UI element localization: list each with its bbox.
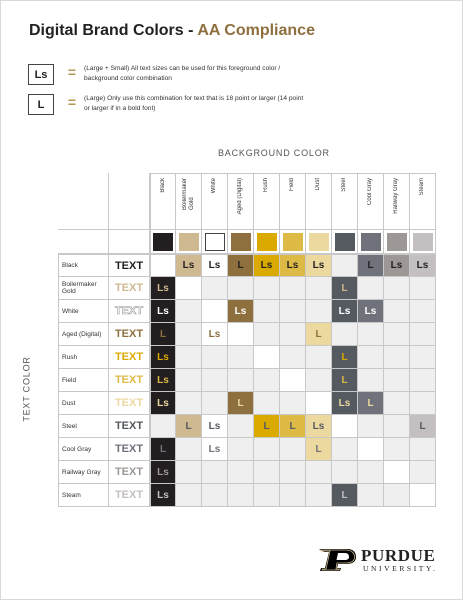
compliance-mark: L (332, 484, 358, 507)
color-swatch-cell (150, 230, 176, 254)
compliance-mark: Ls (332, 300, 358, 323)
text-sample: TEXT (109, 369, 150, 392)
row-label: Aged (Digital) (58, 323, 109, 346)
matrix-cell (358, 346, 384, 369)
row-label: Boilermaker Gold (58, 277, 109, 300)
compliance-mark: Ls (228, 300, 254, 323)
compliance-mark: Ls (176, 254, 202, 277)
compliance-mark: L (358, 392, 384, 415)
matrix-cell (228, 369, 254, 392)
text-sample: TEXT (109, 254, 150, 277)
column-label: Aged (Digital) (237, 178, 243, 215)
matrix-cell (176, 300, 202, 323)
matrix-cell (228, 277, 254, 300)
matrix-cell (306, 277, 332, 300)
matrix-cell (384, 461, 410, 484)
compliance-mark: L (280, 415, 306, 438)
color-swatch (361, 233, 381, 251)
color-swatch-cell (176, 230, 202, 254)
compliance-mark: Ls (410, 254, 436, 277)
column-label: Boilermaker Gold (181, 178, 195, 211)
matrix-cell (410, 392, 436, 415)
column-label: Cool Gray (367, 178, 373, 206)
color-swatch (309, 233, 329, 251)
logo-wordmark: PURDUE (361, 546, 436, 565)
compliance-mark: L (332, 369, 358, 392)
color-swatch-cell (228, 230, 254, 254)
matrix-cell (306, 484, 332, 507)
column-header (150, 173, 176, 230)
matrix-cell (202, 300, 228, 323)
matrix-cell (332, 438, 358, 461)
compliance-mark: L (332, 277, 358, 300)
matrix-cell (384, 392, 410, 415)
row-label: White (58, 300, 109, 323)
matrix-cell (384, 369, 410, 392)
row-label: Dust (58, 392, 109, 415)
matrix-cell (176, 392, 202, 415)
matrix-cell (384, 484, 410, 507)
compliance-mark: L (228, 254, 254, 277)
matrix-cell (384, 438, 410, 461)
row-label: Field (58, 369, 109, 392)
matrix-cell (202, 392, 228, 415)
matrix-cell (358, 438, 384, 461)
matrix-cell (254, 484, 280, 507)
logo-subtitle: UNIVERSITY. (363, 564, 438, 573)
matrix-cell (358, 415, 384, 438)
color-swatch-cell (254, 230, 280, 254)
column-label: Rush (263, 178, 269, 193)
compliance-mark: Ls (332, 392, 358, 415)
text-sample: TEXT (109, 438, 150, 461)
matrix-cell (228, 323, 254, 346)
matrix-cell (280, 323, 306, 346)
matrix-cell (280, 369, 306, 392)
text-sample: TEXT (109, 484, 150, 507)
matrix-cell (176, 484, 202, 507)
title-main: Digital Brand Colors - (29, 22, 198, 39)
compliance-mark: Ls (150, 369, 176, 392)
row-label: Rush (58, 346, 109, 369)
matrix-cell (202, 484, 228, 507)
matrix-cell (202, 461, 228, 484)
matrix-cell (176, 461, 202, 484)
matrix-cell (254, 369, 280, 392)
matrix-cell (254, 461, 280, 484)
color-swatch-cell (384, 230, 410, 254)
matrix-cell (254, 392, 280, 415)
compliance-mark: L (410, 415, 436, 438)
row-label: Railway Gray (58, 461, 109, 484)
matrix-cell (358, 277, 384, 300)
compliance-mark: Ls (306, 415, 332, 438)
text-sample: TEXT (109, 415, 150, 438)
column-label: Field (289, 178, 295, 192)
matrix-cell (358, 323, 384, 346)
matrix-cell (228, 461, 254, 484)
matrix-cell (384, 277, 410, 300)
matrix-cell (410, 277, 436, 300)
matrix-cell (410, 346, 436, 369)
matrix-cell (410, 461, 436, 484)
compliance-mark: Ls (202, 415, 228, 438)
matrix-cell (358, 369, 384, 392)
corner-cell (109, 173, 150, 230)
purdue-p-logo-icon (317, 548, 357, 572)
compliance-mark: Ls (280, 254, 306, 277)
legend-item-ls (28, 64, 304, 85)
matrix-cell (358, 484, 384, 507)
color-swatch-cell (306, 230, 332, 254)
matrix-cell (358, 461, 384, 484)
matrix-cell (202, 346, 228, 369)
row-label: Black (58, 254, 109, 277)
matrix-cell (280, 438, 306, 461)
compliance-mark: Ls (254, 254, 280, 277)
compliance-mark: Ls (202, 323, 228, 346)
compliance-mark: L (228, 392, 254, 415)
matrix-cell (306, 300, 332, 323)
color-swatch (387, 233, 407, 251)
matrix-cell (280, 392, 306, 415)
matrix-cell (332, 323, 358, 346)
color-swatch-cell (332, 230, 358, 254)
compliance-mark: Ls (358, 300, 384, 323)
matrix-cell (384, 323, 410, 346)
matrix-cell (332, 461, 358, 484)
compliance-mark: L (254, 415, 280, 438)
compliance-mark: L (332, 346, 358, 369)
matrix-cell (228, 484, 254, 507)
text-sample: TEXT (109, 346, 150, 369)
matrix-cell (384, 346, 410, 369)
legend-description: (Large + Small) All text sizes can be used for this foreground color / background color combination (84, 65, 281, 82)
compliance-mark: Ls (150, 346, 176, 369)
color-swatch (283, 233, 303, 251)
matrix-cell (280, 484, 306, 507)
background-color-heading: BACKGROUND COLOR (218, 148, 330, 158)
matrix-cell (410, 438, 436, 461)
compliance-mark: Ls (202, 254, 228, 277)
matrix-cell (228, 346, 254, 369)
text-sample: TEXT (109, 461, 150, 484)
column-label: White (211, 178, 217, 194)
matrix-cell (228, 415, 254, 438)
matrix-cell (410, 369, 436, 392)
compliance-mark: L (176, 415, 202, 438)
matrix-cell (176, 323, 202, 346)
matrix-cell (176, 346, 202, 369)
column-header (384, 173, 410, 230)
matrix-cell (410, 323, 436, 346)
matrix-cell (202, 369, 228, 392)
matrix-cell (306, 346, 332, 369)
column-label: Railway Gray (393, 178, 399, 214)
matrix-cell (254, 438, 280, 461)
matrix-cell (306, 369, 332, 392)
row-label: Steam (58, 484, 109, 507)
column-label: Black (159, 178, 166, 193)
text-color-heading: TEXT COLOR (21, 356, 32, 422)
compliance-mark: L (358, 254, 384, 277)
compliance-mark: Ls (150, 461, 176, 484)
compliance-mark: Ls (306, 254, 332, 277)
column-header (280, 173, 306, 230)
color-swatch (179, 233, 199, 251)
matrix-cell (306, 392, 332, 415)
legend-symbol: Ls (28, 64, 54, 85)
compliance-matrix (58, 173, 436, 507)
compliance-mark: L (306, 438, 332, 461)
text-sample: TEXT (109, 277, 150, 300)
compliance-mark: Ls (150, 277, 176, 300)
matrix-cell (280, 300, 306, 323)
color-swatch (413, 233, 433, 251)
color-swatch-cell (358, 230, 384, 254)
legend-symbol: L (28, 94, 54, 115)
column-label: Steam (419, 178, 425, 196)
matrix-cell (306, 461, 332, 484)
matrix-cell (254, 323, 280, 346)
page-title (29, 22, 315, 40)
column-header (254, 173, 280, 230)
matrix-cell (150, 254, 176, 277)
text-sample: TEXT (109, 323, 150, 346)
compliance-mark: L (306, 323, 332, 346)
column-label: Steel (341, 178, 347, 192)
compliance-mark: Ls (202, 438, 228, 461)
color-swatch (205, 233, 225, 251)
column-header (202, 173, 228, 230)
color-swatch-cell (280, 230, 306, 254)
compliance-mark: Ls (384, 254, 410, 277)
legend-equals: = (67, 64, 77, 80)
column-header (332, 173, 358, 230)
matrix-cell (228, 438, 254, 461)
column-header (306, 173, 332, 230)
matrix-cell (202, 277, 228, 300)
matrix-cell (332, 254, 358, 277)
matrix-cell (410, 300, 436, 323)
color-swatch-cell (410, 230, 436, 254)
column-header (228, 173, 254, 230)
row-label: Steel (58, 415, 109, 438)
column-header (410, 173, 436, 230)
legend-equals: = (67, 94, 77, 110)
matrix-cell (176, 438, 202, 461)
column-label: Dust (315, 178, 321, 191)
legend-item-l (28, 94, 304, 115)
column-header (176, 173, 202, 230)
corner-cell (58, 173, 109, 230)
matrix-cell (280, 346, 306, 369)
color-swatch (335, 233, 355, 251)
color-swatch (153, 233, 173, 251)
legend-description: (Large) Only use this combination for text that is 18 point or larger (14 point or larger if in a bold font) (84, 95, 304, 112)
color-swatch (257, 233, 277, 251)
compliance-mark: Ls (150, 300, 176, 323)
color-swatch-cell (202, 230, 228, 254)
matrix-cell (384, 300, 410, 323)
compliance-mark: L (150, 323, 176, 346)
text-sample: TEXT (109, 392, 150, 415)
row-label: Cool Gray (58, 438, 109, 461)
matrix-cell (384, 415, 410, 438)
column-header (358, 173, 384, 230)
compliance-mark: Ls (150, 484, 176, 507)
matrix-cell (332, 415, 358, 438)
matrix-cell (280, 277, 306, 300)
matrix-cell (150, 415, 176, 438)
corner-cell (58, 230, 109, 254)
title-accent: AA Compliance (197, 22, 315, 39)
matrix-cell (254, 277, 280, 300)
matrix-cell (176, 369, 202, 392)
matrix-cell (280, 461, 306, 484)
matrix-cell (254, 346, 280, 369)
matrix-cell (254, 300, 280, 323)
text-sample: TEXT (109, 300, 150, 323)
color-swatch (231, 233, 251, 251)
compliance-mark: Ls (150, 392, 176, 415)
matrix-cell (410, 484, 436, 507)
corner-cell (109, 230, 150, 254)
matrix-cell (176, 277, 202, 300)
compliance-mark: L (150, 438, 176, 461)
purdue-logo (317, 547, 438, 573)
